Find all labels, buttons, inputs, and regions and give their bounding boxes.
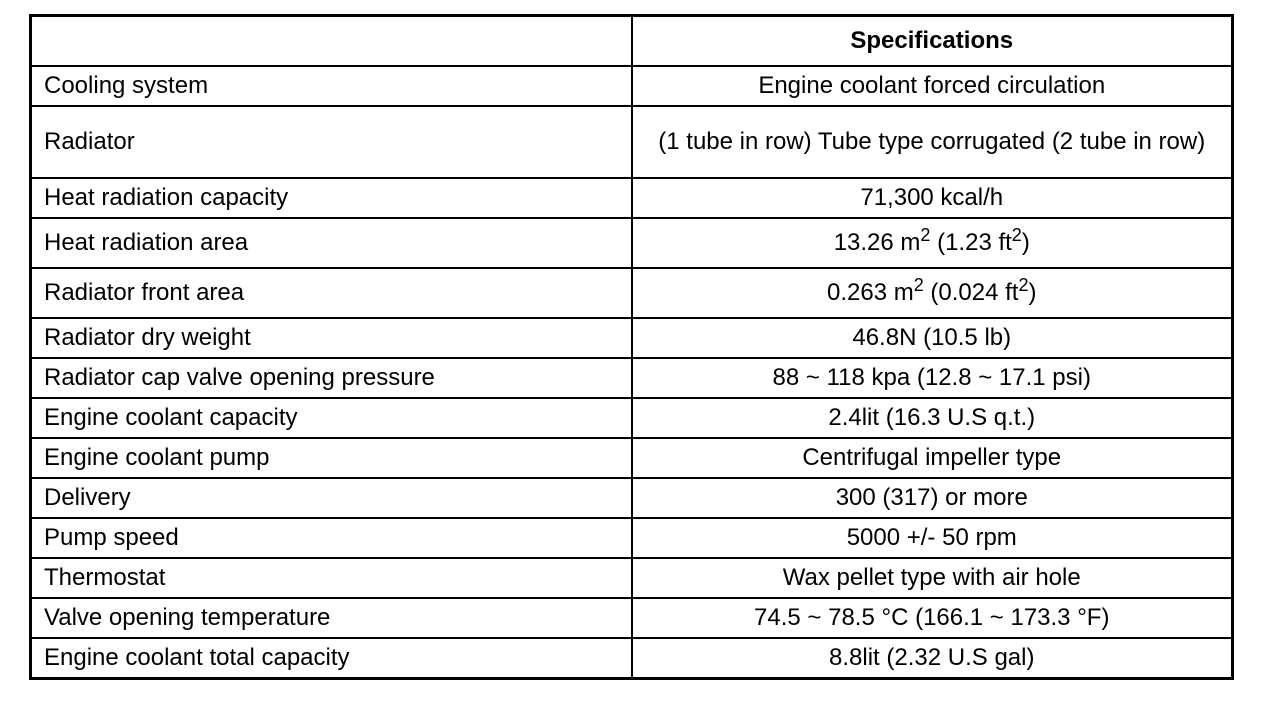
table-row	[31, 638, 1233, 679]
row-value: 300 (317) or more	[632, 478, 1233, 518]
table-row	[31, 358, 1233, 398]
row-label: Pump speed	[31, 518, 632, 558]
specifications-table	[29, 14, 1234, 680]
row-value: (1 tube in row) Tube type corrugated (2 tube in row)	[632, 106, 1233, 178]
table-row	[31, 438, 1233, 478]
table-row	[31, 178, 1233, 218]
value-part-a: 0.263 m	[827, 279, 914, 306]
header-specifications: Specifications	[632, 16, 1233, 67]
row-value: 8.8lit (2.32 U.S gal)	[632, 638, 1233, 679]
table-row	[31, 558, 1233, 598]
table-row	[31, 518, 1233, 558]
row-label: Engine coolant pump	[31, 438, 632, 478]
row-value: 5000 +/- 50 rpm	[632, 518, 1233, 558]
row-label: Radiator	[31, 106, 632, 178]
table-row	[31, 478, 1233, 518]
row-label: Heat radiation capacity	[31, 178, 632, 218]
row-value: Centrifugal impeller type	[632, 438, 1233, 478]
row-value: 71,300 kcal/h	[632, 178, 1233, 218]
row-label: Radiator front area	[31, 268, 632, 318]
value-part-b: (1.23 ft	[930, 229, 1012, 256]
table-row	[31, 66, 1233, 106]
table-row	[31, 218, 1233, 268]
table-row	[31, 268, 1233, 318]
row-value: 88 ~ 118 kpa (12.8 ~ 17.1 psi)	[632, 358, 1233, 398]
row-value	[632, 218, 1233, 268]
row-value: Engine coolant forced circulation	[632, 66, 1233, 106]
table-row	[31, 318, 1233, 358]
header-blank-cell	[31, 16, 632, 67]
row-value	[632, 268, 1233, 318]
row-label: Thermostat	[31, 558, 632, 598]
row-label: Valve opening temperature	[31, 598, 632, 638]
row-label: Engine coolant total capacity	[31, 638, 632, 679]
row-value: 46.8N (10.5 lb)	[632, 318, 1233, 358]
row-value: Wax pellet type with air hole	[632, 558, 1233, 598]
value-part-c: )	[1028, 279, 1037, 306]
row-value: 74.5 ~ 78.5 °C (166.1 ~ 173.3 °F)	[632, 598, 1233, 638]
row-label: Radiator dry weight	[31, 318, 632, 358]
row-label: Engine coolant capacity	[31, 398, 632, 438]
value-part-b: (0.024 ft	[923, 279, 1019, 306]
superscript: 2	[920, 225, 931, 245]
superscript: 2	[1011, 225, 1022, 245]
row-label: Heat radiation area	[31, 218, 632, 268]
table-row	[31, 398, 1233, 438]
value-part-c: )	[1021, 229, 1030, 256]
header-row	[31, 16, 1233, 67]
row-label: Cooling system	[31, 66, 632, 106]
row-label: Radiator cap valve opening pressure	[31, 358, 632, 398]
row-label: Delivery	[31, 478, 632, 518]
table-row	[31, 598, 1233, 638]
superscript: 2	[913, 275, 924, 295]
table-row	[31, 106, 1233, 178]
value-part-a: 13.26 m	[833, 229, 921, 256]
row-value: 2.4lit (16.3 U.S q.t.)	[632, 398, 1233, 438]
superscript: 2	[1018, 275, 1029, 295]
